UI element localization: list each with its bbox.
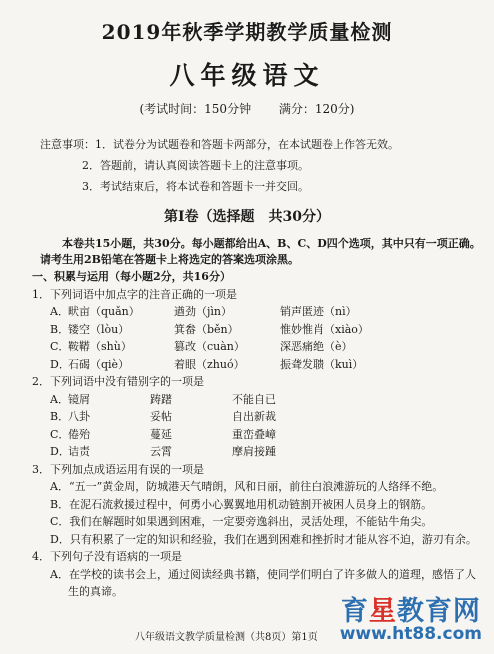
exam-title: 2019年秋季学期教学质量检测 [101,20,393,44]
exam-time: (考试时间：150分钟 [139,102,252,116]
section-intro: 本卷共15小题，共30分。每小题都给出A、B、C、D四个选项，其中只有一项正确。请考生用2B铅笔在答题卡上将选定的答案选项涂黑。 [40,237,481,266]
question-1-stem: 1．下列词语中加点字的注音正确的一项是 [32,287,237,301]
page-footer: 八年级语文教学质量检测（共8页）第1页 [135,632,318,643]
watermark-logo-text: 育星教育网 [340,596,481,627]
subject-title: 八年级语文 [169,61,325,90]
note-3: 3．考试结束后，将本试卷和答题卡一并交回。 [82,180,309,193]
watermark-url: www.ht88.com [339,624,482,644]
question-3-option-b: B．在泥石流救援过程中，何勇小心翼翼地用机动链割开被困人员身上的钢筋。 [50,497,433,511]
question-3-option-a: A．“五一”黄金周，防城港天气晴朗，风和日丽，前往白浪滩游玩的人络绎不绝。 [50,480,444,493]
question-1-option-b: B．镂空（lòu） 箕畚（běn） 惟妙惟肖（xiào） [50,322,369,336]
section-title: 第Ⅰ卷（选择题 共30分） [163,209,331,225]
part-heading: 一、积累与运用（每小题2分，共16分） [32,270,231,283]
watermark-logo [340,589,482,644]
question-2-option-a: A．镜屑 踌躇 不能自已 [50,392,276,406]
note-1: 注意事项：1．试卷分为试题卷和答题卡两部分，在本试题卷上作答无效。 [40,138,399,151]
question-4-option-a: A．在学校的读书会上，通过阅读经典书籍，使同学们明白了许多做人的道理，感悟了人生的真谛。 [50,567,476,598]
question-3-option-c: C．我们在解题时如果遇到困难，一定要旁逸斜出，灵活处理，不能钻牛角尖。 [50,515,433,528]
question-2-option-c: C．倦殆 蔓延 重峦叠嶂 [50,427,276,441]
questions [32,268,484,601]
note-2: 2．答题前，请认真阅读答题卡上的注意事项。 [82,159,309,172]
question-1-option-c: C．鞍鞯（shù） 篡改（cuàn） 深恶痛绝（è） [50,340,353,353]
question-4-stem: 4．下列句子没有语病的一项是 [32,550,182,563]
question-2-stem: 2．下列词语中没有错别字的一项是 [32,375,204,388]
question-1-option-a: A．畎亩（quǎn） 遒劲（jìn） 销声匿迹（nì） [50,305,357,318]
question-2-option-b: B．八卦 妥帖 自出新裁 [50,410,276,423]
exam-score: 满分：120分) [278,102,355,116]
question-1-option-d: D．石碣（qiè） 着眼（zhuó） 振聋发聩（kuì） [50,357,364,371]
question-3-stem: 3．下列加点成语运用有误的一项是 [32,462,204,476]
question-3-option-d: D．只有积累了一定的知识和经验，我们在遇到困难和挫折时才能从容不迫，游刃有余。 [50,532,477,546]
exam-meta [0,100,494,117]
notes-block [40,134,480,197]
question-2-option-d: D．诘责 云霄 摩肩接踵 [50,445,276,458]
